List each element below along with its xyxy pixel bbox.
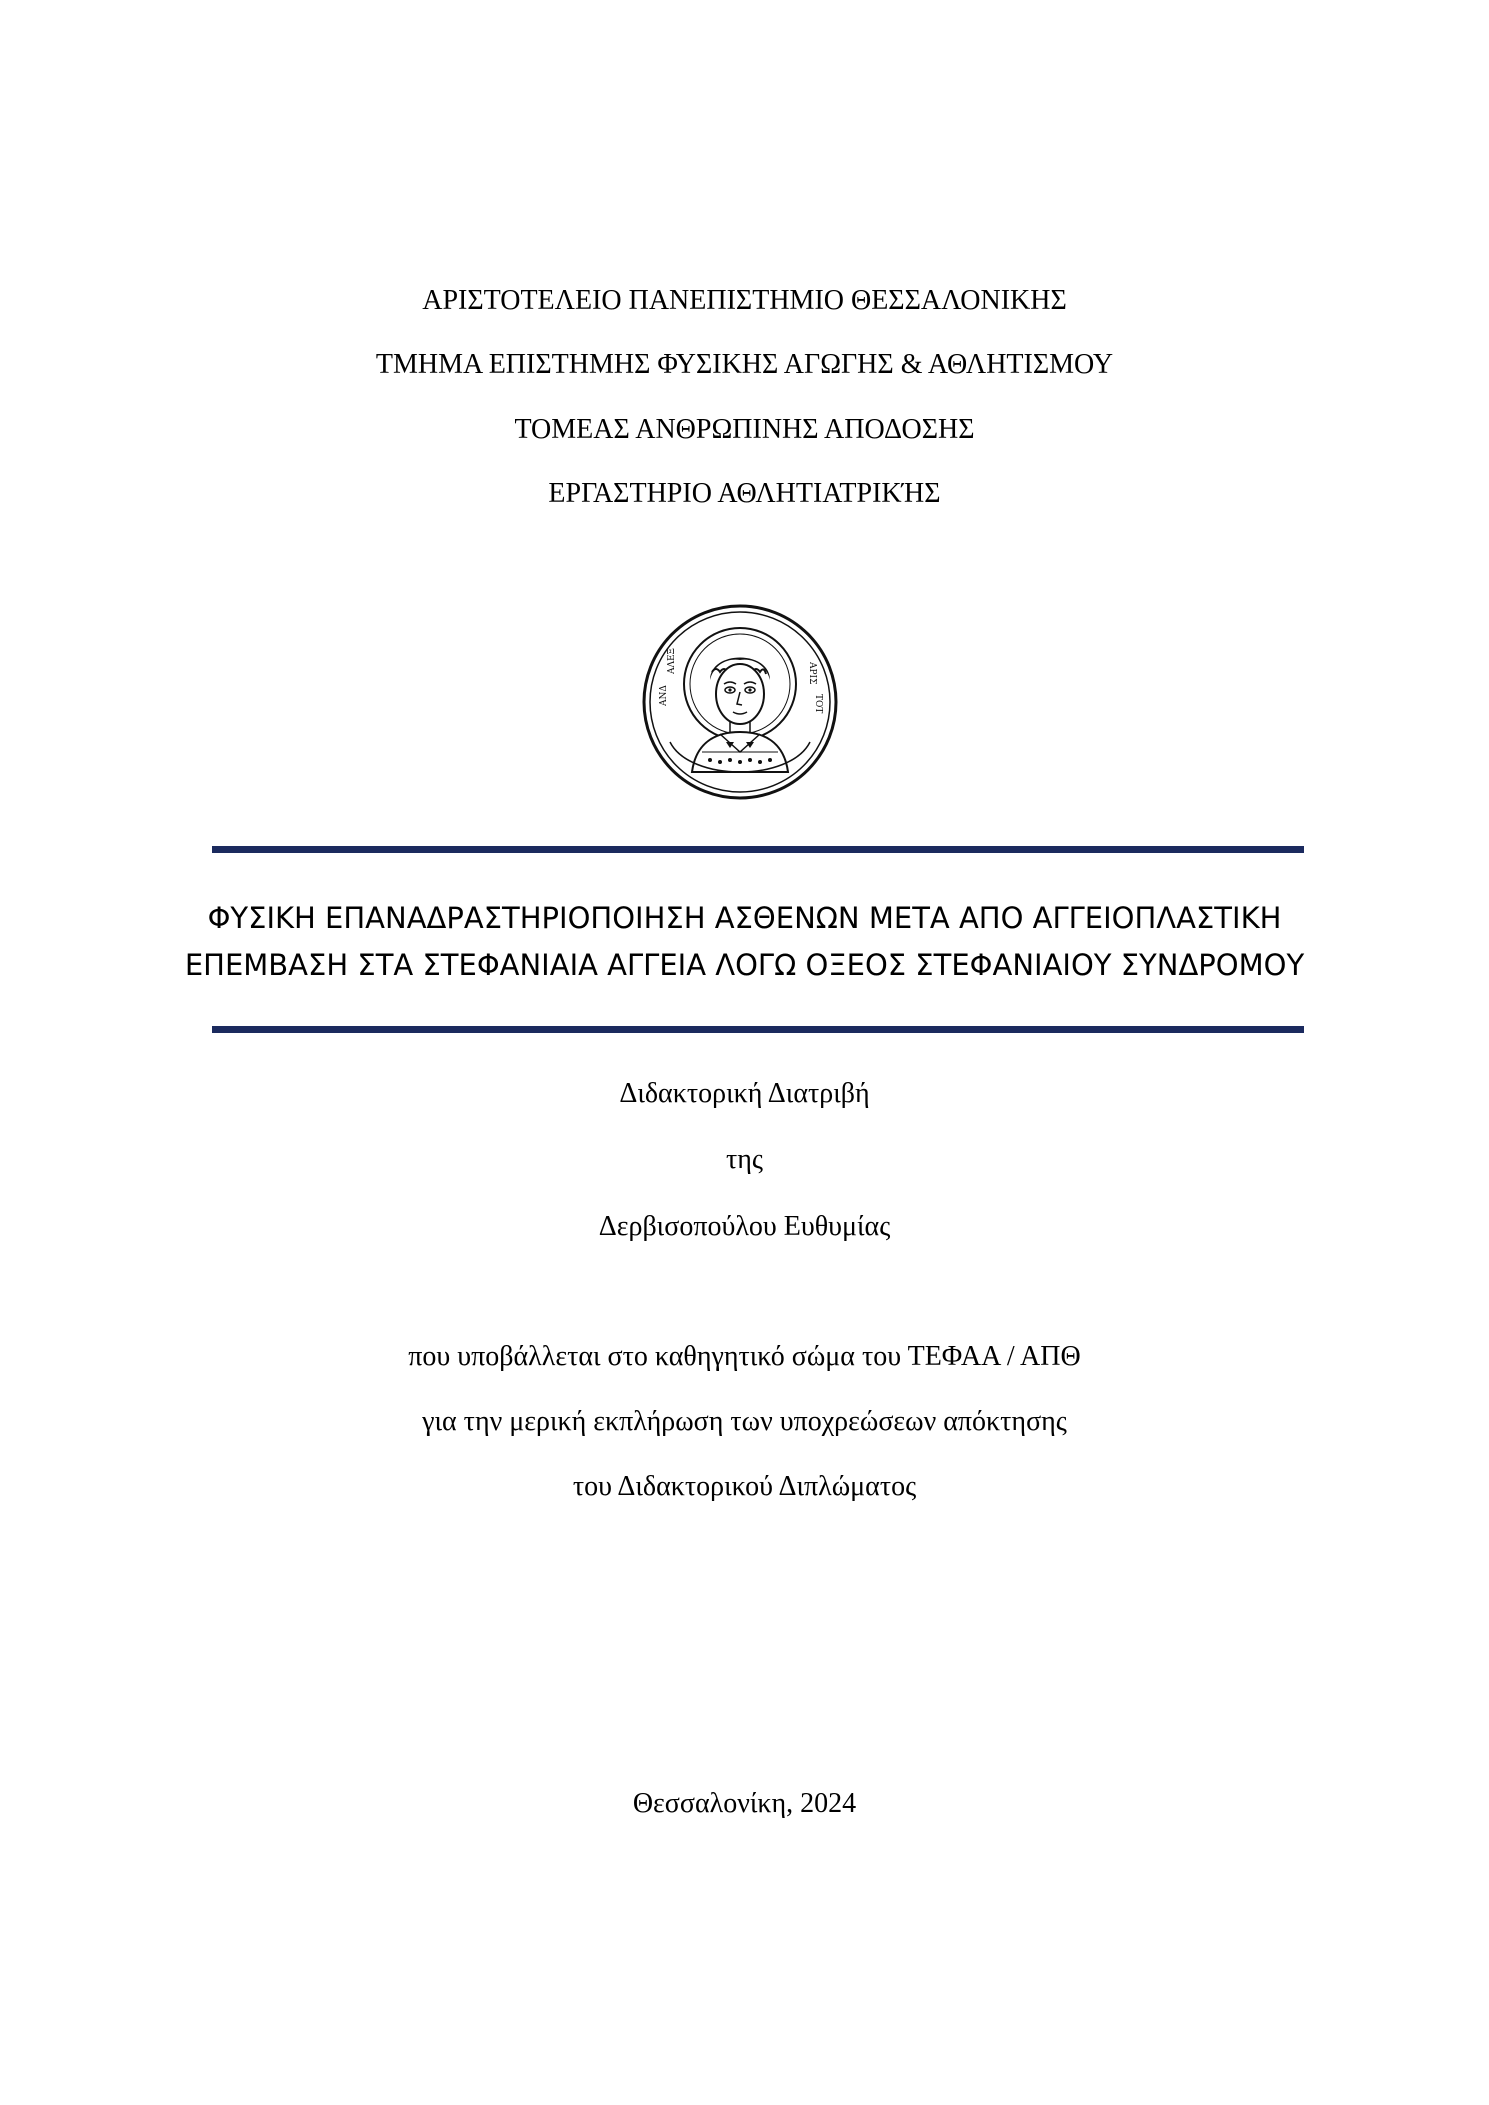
sector-name: ΤΟΜΕΑΣ ΑΝΘΡΩΠΙΝΗΣ ΑΠΟΔΟΣΗΣ <box>514 414 975 445</box>
laboratory-name: ΕΡΓΑΣΤΗΡΙΟ ΑΘΛΗΤΙΑΤΡΙΚΉΣ <box>548 478 941 509</box>
thesis-title-line-2: ΕΠΕΜΒΑΣΗ ΣΤΑ ΣΤΕΦΑΝΙΑΙΑ ΑΓΓΕΙΑ ΛΟΓΩ ΟΞΕΟΣ ΣΤΕΦΑΝΙΑΙΟΥ ΣΥΝΔΡΟΜΟΥ <box>184 948 1305 982</box>
svg-text:ΑΛΕΞ: ΑΛΕΞ <box>667 648 677 674</box>
title-bottom-rule <box>212 1026 1304 1033</box>
submission-line-1: που υποβάλλεται στο καθηγητικό σώμα του ΤΕΦΑΑ / ΑΠΘ <box>408 1341 1081 1372</box>
submission-line-3: του Διδακτορικού Διπλώματος <box>572 1471 917 1502</box>
thesis-author: Δερβισοπούλου Ευθυμίας <box>598 1211 891 1242</box>
svg-text:ΤΟΤ: ΤΟΤ <box>813 694 823 714</box>
thesis-title-line-1: ΦΥΣΙΚΗ ΕΠΑΝΑΔΡΑΣΤΗΡΙΟΠΟΙΗΣΗ ΑΣΘΕΝΩΝ ΜΕΤΑ ΑΠΟ ΑΓΓΕΙΟΠΛΑΣΤΙΚΗ <box>207 901 1282 935</box>
thesis-of: της <box>726 1144 763 1175</box>
place-and-year: Θεσσαλονίκη, 2024 <box>632 1788 857 1819</box>
university-name: ΑΡΙΣΤΟΤΕΛΕΙΟ ΠΑΝΕΠΙΣΤΗΜΙΟ ΘΕΣΣΑΛΟΝΙΚΗΣ <box>422 285 1067 316</box>
department-name: ΤΜΗΜΑ ΕΠΙΣΤΗΜΗΣ ΦΥΣΙΚΗΣ ΑΓΩΓΗΣ & ΑΘΛΗΤΙΣΜΟΥ <box>375 349 1114 380</box>
submission-line-2: για την μερική εκπλήρωση των υποχρεώσεων απόκτησης <box>422 1406 1067 1437</box>
svg-text:ΑΝΔ: ΑΝΔ <box>659 685 669 706</box>
title-top-rule <box>212 846 1304 853</box>
thesis-type: Διδακτορική Διατριβή <box>619 1078 870 1109</box>
university-seal-icon <box>640 602 840 802</box>
svg-text:ΑΡΙΣ: ΑΡΙΣ <box>807 662 817 685</box>
